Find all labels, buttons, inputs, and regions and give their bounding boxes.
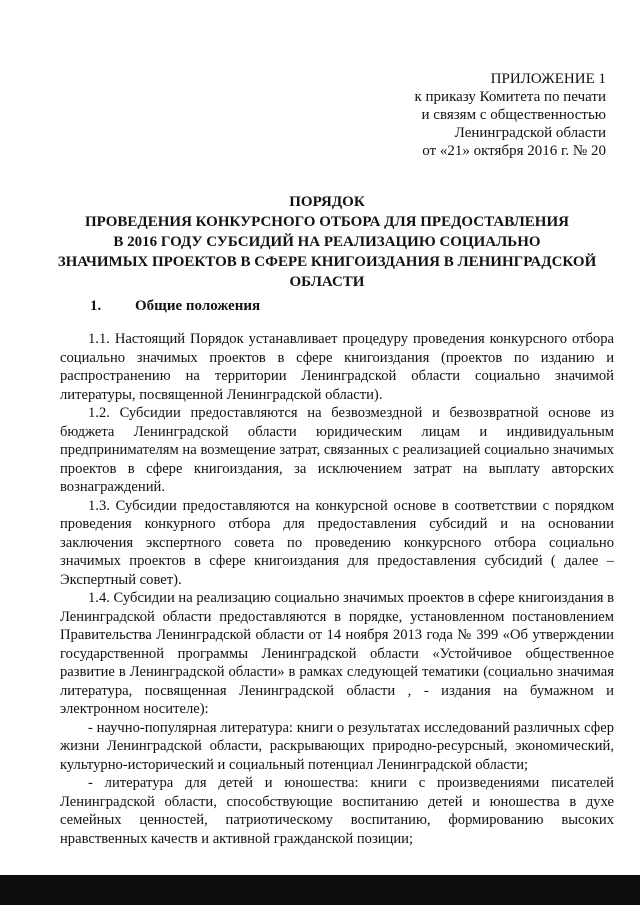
document-body [60, 330, 614, 848]
title-line-4: ЗНАЧИМЫХ ПРОЕКТОВ В СФЕРЕ КНИГОИЗДАНИЯ В ЛЕНИНГРАДСКОЙ [57, 254, 597, 270]
paragraph-1-2: 1.2. Субсидии предоставляются на безвозмездной и безвозвратной основе из бюджета Ленинградской области юридическим лицам и индивидуальным предпринимателям на возмещение затрат, связанных с реализацией социально значимых проектов в сфере книгоиздания, за исключением затрат на выплату авторских вознаграждений. [60, 405, 614, 495]
appendix-region: Ленинградской области [454, 125, 606, 141]
section-heading [90, 298, 260, 315]
title-line-3: В 2016 ГОДУ СУБСИДИЙ НА РЕАЛИЗАЦИЮ СОЦИАЛЬНО [113, 234, 541, 250]
title-line-1: ПОРЯДОК [289, 194, 365, 210]
appendix-date: от «21» октября 2016 г. № 20 [422, 143, 606, 159]
paragraph-1-4: 1.4. Субсидии на реализацию социально значимых проектов в сфере книгоиздания в Ленинградской области предоставляются в порядке, установленном постановлением Правительства Ленинградской области от 14 ноября 2013 года № 399 «Об утверждении государственной программы Ленинградской области «Устойчивое общественное развитие в Ленинградской области» в рамках следующей тематики (социально значимая литература, посвященная Ленинградской области , - издания на бумажном и электронном носителе): [60, 590, 614, 717]
section-number: 1. [90, 298, 102, 314]
list-item-popular-science: - научно-популярная литература: книги о результатах исследований различных сфер жизни Ленинградской области, раскрывающих природно-ресурсный, экономический, культурно-исторический и социальный потенциал Ленинградской области; [60, 719, 614, 773]
title-line-2: ПРОВЕДЕНИЯ КОНКУРСНОГО ОТБОРА ДЛЯ ПРЕДОСТАВЛЕНИЯ [85, 214, 569, 230]
paragraph-1-1: 1.1. Настоящий Порядок устанавливает процедуру проведения конкурсного отбора социально значимых проектов в сфере книгоиздания (проектов по изданию и распространению на территории Ленинградской области социально значимой литературы, посвященной Ленинградской области). [60, 331, 614, 403]
title-line-5: ОБЛАСТИ [289, 274, 365, 290]
list-item-children-literature: - литература для детей и юношества: книги с произведениями писателей Ленинградской области, способствующие воспитанию детей и юношества в духе семейных ценностей, патриотическому воспитанию, формированию высоких нравственных качеств и активной гражданской позиции; [60, 775, 614, 847]
scan-bottom-edge [0, 875, 640, 905]
appendix-order-ref: к приказу Комитета по печати [414, 89, 606, 105]
document-title [40, 192, 614, 292]
appendix-header [414, 70, 606, 160]
appendix-order-ref-cont: и связям с общественностью [421, 107, 606, 123]
appendix-number: ПРИЛОЖЕНИЕ 1 [490, 71, 606, 87]
section-title: Общие положения [135, 298, 261, 314]
paragraph-1-3: 1.3. Субсидии предоставляются на конкурсной основе в соответствии с порядком проведения конкурного отбора для предоставления субсидий и на основании заключения экспертного совета по проведению конкурсного отбора социально значимых проектов в сфере книгоиздания для предоставления субсидий ( далее – Экспертный совет). [60, 497, 614, 588]
